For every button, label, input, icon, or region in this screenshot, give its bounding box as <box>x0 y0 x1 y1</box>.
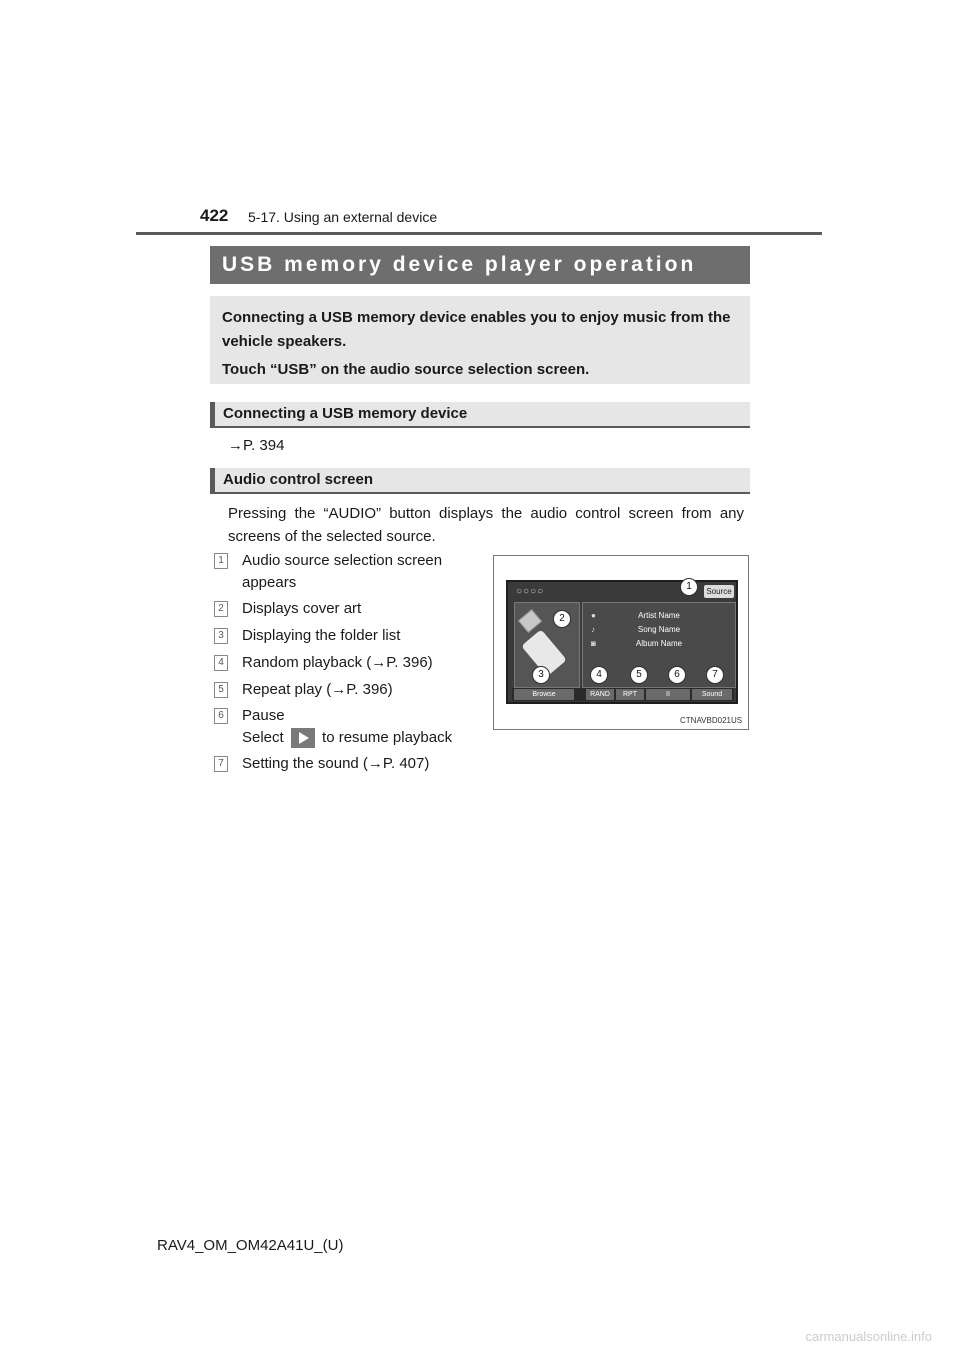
audio-screen-figure <box>493 555 749 730</box>
item-text: Random playback (→P. 396) <box>242 654 433 671</box>
song-name: Song Name <box>637 625 681 634</box>
item-text: Displays cover art <box>242 600 362 617</box>
pause-button: II <box>646 689 690 700</box>
document-id: RAV4_OM_OM42A41U_(U) <box>157 1237 344 1254</box>
rpt-button: RPT <box>616 689 644 700</box>
item-text: Repeat play (→P. 396) <box>242 681 393 698</box>
disc-icon: ◙ <box>591 639 596 648</box>
header-rule <box>136 232 822 235</box>
subheading-connecting: Connecting a USB memory device <box>210 402 750 428</box>
item-number: 7 <box>214 756 228 772</box>
usb-plug-icon <box>518 609 542 633</box>
page-number: 422 <box>200 206 229 225</box>
album-name: Album Name <box>635 639 683 648</box>
page-title: USB memory device player operation <box>210 246 750 284</box>
callout-3: 3 <box>532 666 550 684</box>
callout-6: 6 <box>668 666 686 684</box>
artist-name: Artist Name <box>638 611 680 620</box>
callout-5: 5 <box>630 666 648 684</box>
item-text: Pause <box>242 707 285 724</box>
callout-7: 7 <box>706 666 724 684</box>
music-note-icon: ♪ <box>591 625 595 634</box>
item-text-cont: appears <box>242 574 297 591</box>
item-number: 2 <box>214 601 228 617</box>
item-number: 6 <box>214 708 228 724</box>
subheading-audio-control: Audio control screen <box>210 468 750 494</box>
artist-row <box>587 609 731 623</box>
section-label: 5-17. Using an external device <box>248 209 438 225</box>
control-bar <box>512 688 734 701</box>
source-button: Source <box>704 585 734 598</box>
intro-line-1: Connecting a USB memory device enables you to enjoy music from the vehicle speakers. <box>222 309 731 350</box>
browse-button: Browse <box>514 689 574 700</box>
rand-button: RAND <box>586 689 614 700</box>
song-row <box>587 623 731 637</box>
play-icon <box>291 728 315 748</box>
item-text: Setting the sound (→P. 407) <box>242 755 430 772</box>
callout-4: 4 <box>590 666 608 684</box>
select-label: Select <box>242 729 284 746</box>
person-icon: ● <box>591 611 596 620</box>
page-reference: →P. 394 <box>228 437 285 454</box>
resume-label: to resume playback <box>322 729 453 746</box>
item-text: Audio source selection screen <box>242 552 443 569</box>
item-number: 1 <box>214 553 228 569</box>
item-number: 4 <box>214 655 228 671</box>
status-dots: ○○○○ <box>516 586 545 597</box>
album-row <box>587 637 731 651</box>
body-paragraph: Pressing the “AUDIO” button displays the audio control screen from any screens of the selected source. <box>228 505 744 545</box>
callout-2: 2 <box>553 610 571 628</box>
item-text: Displaying the folder list <box>242 627 401 644</box>
figure-code: CTNAVBD021US <box>680 716 743 725</box>
intro-line-2: Touch “USB” on the audio source selection screen. <box>222 361 590 378</box>
audio-control-screen <box>506 580 738 704</box>
watermark: carmanualsonline.info <box>805 1329 932 1344</box>
callout-1: 1 <box>680 578 698 596</box>
item-number: 5 <box>214 682 228 698</box>
intro-box <box>210 296 750 384</box>
sound-button: Sound <box>692 689 732 700</box>
item-text-cont <box>242 727 452 749</box>
item-number: 3 <box>214 628 228 644</box>
